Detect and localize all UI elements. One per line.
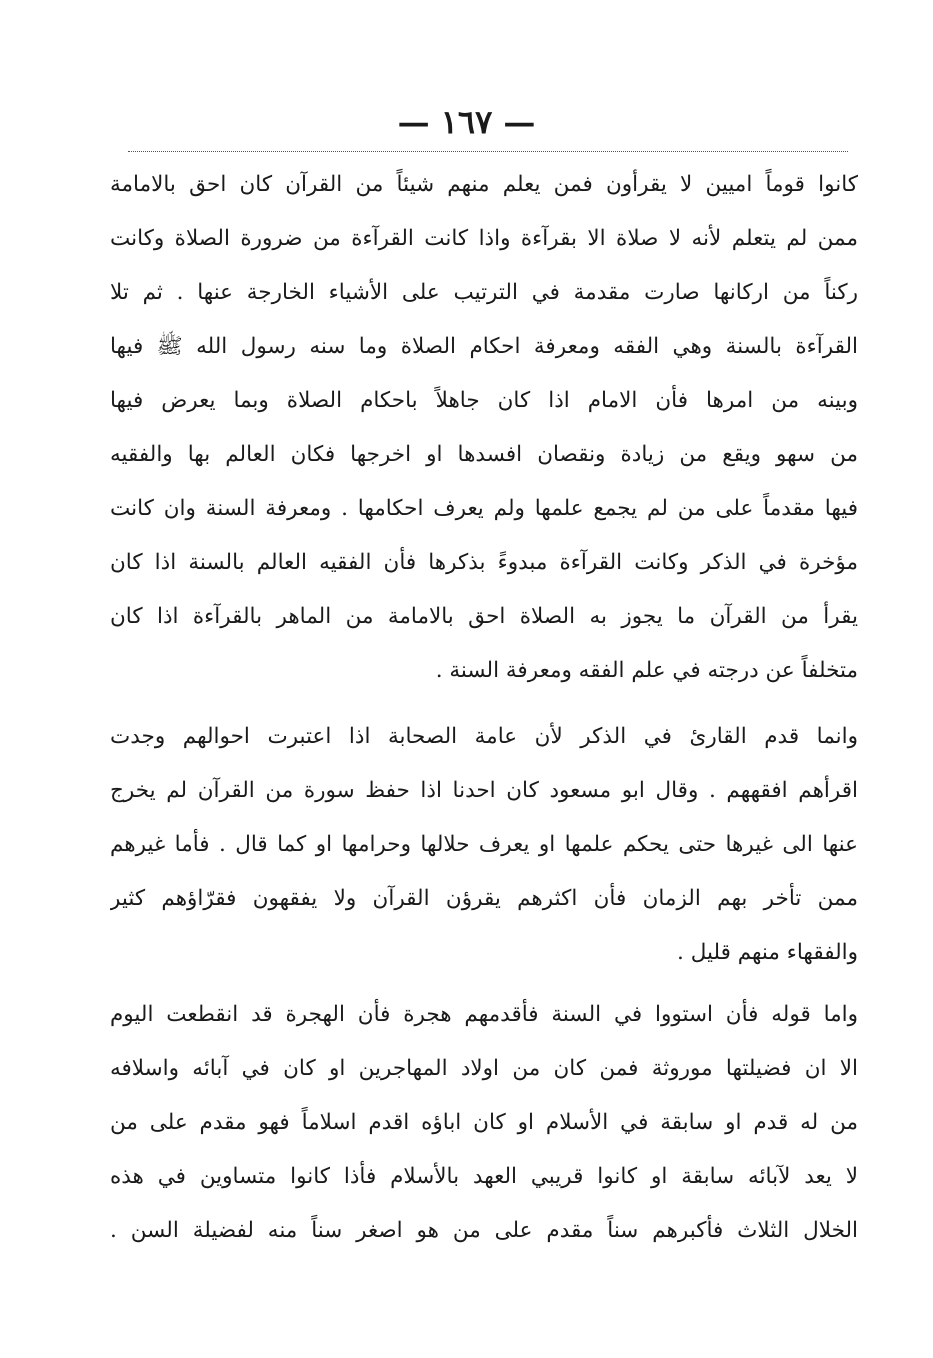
text-line: مؤخرة في الذكر وكانت القرآءة مبدوءً بذكرها فأن الفقيه العالم بالسنة اذا كان — [110, 550, 858, 575]
text-line: ممن لم يتعلم لأنه لا صلاة الا بقرآءة واذا كانت القرآءة من ضرورة الصلاة وكانت — [110, 226, 858, 251]
text-line: لا يعد لآبائه سابقة او كانوا قريبي العهد بالأسلام فأذا كانوا متساوين في هذه — [110, 1164, 858, 1189]
text-line: من سهو ويقع من زيادة ونقصان افسدها او اخرجها فكان العالم بها والفقيه — [110, 442, 858, 467]
paragraph-gap — [110, 698, 858, 710]
text-line: اقرأهم افقههم . وقال ابو مسعود كان احدنا اذا حفظ سورة من القرآن لم يخرج — [110, 778, 858, 803]
text-line: كانوا قوماً اميين لا يقرأون فمن يعلم منهم شيئاً من القرآن كان احق بالامامة — [110, 172, 858, 197]
text-line: القرآءة بالسنة وهي الفقه ومعرفة احكام الصلاة وما سنه رسول الله ﷺ فيها — [110, 334, 858, 359]
header-rule — [128, 151, 848, 152]
text-line: عنها الى غيرها حتى يحكم علمها او يعرف حلالها وحرامها او كما قال . فأما غيرهم — [110, 832, 858, 857]
paragraph-3 — [110, 988, 858, 1258]
text-line: وانما قدم القارئ في الذكر لأن عامة الصحابة اذا اعتبرت احوالهم وجدت — [110, 724, 858, 749]
text-line: من له قدم او سابقة في الأسلام او كان اباؤه اقدم اسلاماً فهو مقدم على من — [110, 1110, 858, 1135]
text-line: الخلال الثلاث فأكبرهم سناً مقدم على من هو اصغر سناً منه لفضيلة السن . — [110, 1218, 858, 1243]
paragraph-gap — [110, 980, 858, 988]
text-line: يقرأ من القرآن ما يجوز به الصلاة احق بالامامة من الماهر بالقرآءة اذا كان — [110, 604, 858, 629]
body-text — [110, 158, 858, 1258]
paragraph-2 — [110, 710, 858, 980]
text-line: فيها مقدماً على من لم يجمع علمها ولم يعرف احكامها . ومعرفة السنة وان كانت — [110, 496, 858, 521]
text-line: الا ان فضيلتها موروثة فمن كان من اولاد المهاجرين او كان في آبائه واسلافه — [110, 1056, 858, 1081]
text-line: والفقهاء منهم قليل . — [677, 940, 858, 965]
text-line: وبينه من امرها فأن الامام اذا كان جاهلاً باحكام الصلاة وبما يعرض فيها — [110, 388, 858, 413]
text-line: ركناً من اركانها صارت مقدمة في الترتيب على الأشياء الخارجة عنها . ثم تلا — [110, 280, 858, 305]
text-line: واما قوله فأن استووا في السنة فأقدمهم هجرة فأن الهجرة قد انقطعت اليوم — [110, 1002, 858, 1027]
text-line: ممن تأخر بهم الزمان فأن اكثرهم يقرؤن القرآن ولا يفقهون فقرّاؤهم كثير — [110, 886, 858, 911]
page-number: — ١٦٧ — — [397, 103, 536, 141]
text-line: متخلفاً عن درجته في علم الفقه ومعرفة السنة . — [435, 658, 858, 683]
paragraph-1 — [110, 158, 858, 698]
